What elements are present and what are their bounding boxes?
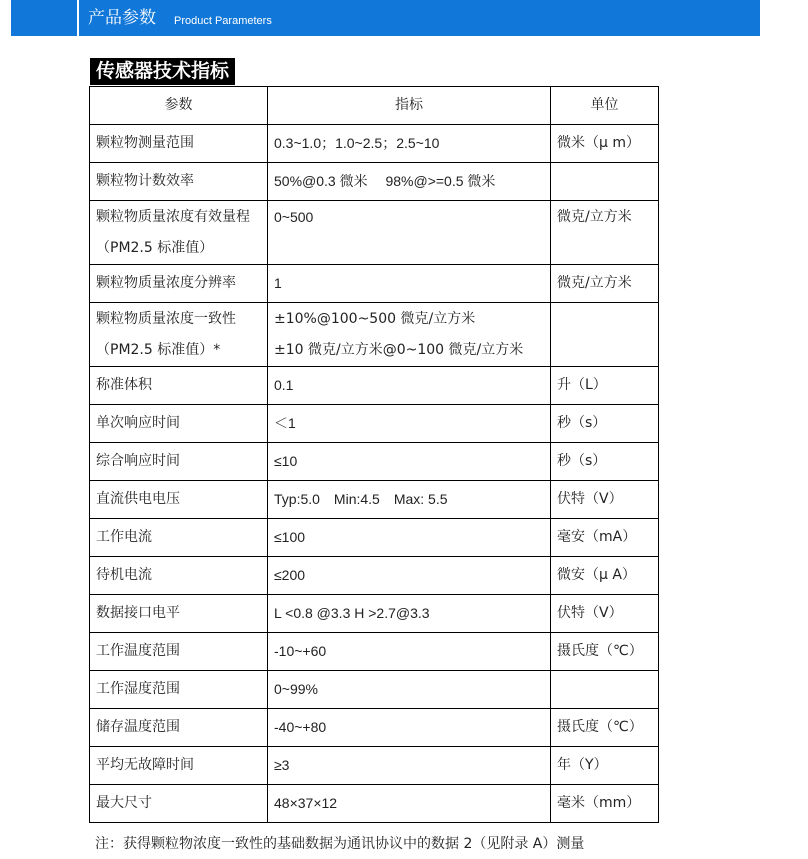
unit-cell: 秒（s）	[551, 443, 659, 481]
value-cell: ≤100	[268, 519, 551, 557]
param-cell: 工作电流	[90, 519, 268, 557]
unit-cell: 微克/立方米	[551, 265, 659, 303]
value-cell: 0.3~1.0；1.0~2.5；2.5~10	[268, 125, 551, 163]
param-cell: 平均无故障时间	[90, 747, 268, 785]
param-cell: 称准体积	[90, 367, 268, 405]
param-cell: 数据接口电平	[90, 595, 268, 633]
table-row	[90, 443, 659, 481]
table-row	[90, 595, 659, 633]
unit-cell: 毫米（mm）	[551, 785, 659, 823]
column-header-param: 参数	[90, 87, 268, 125]
table-row	[90, 125, 659, 163]
value-cell: 0.1	[268, 367, 551, 405]
unit-cell: 伏特（V）	[551, 595, 659, 633]
table-row	[90, 481, 659, 519]
unit-cell: 年（Y）	[551, 747, 659, 785]
table-row	[90, 163, 659, 201]
param-cell: 工作湿度范围	[90, 671, 268, 709]
unit-cell: 微克/立方米	[551, 201, 659, 265]
param-cell: 待机电流	[90, 557, 268, 595]
table-row	[90, 557, 659, 595]
value-cell: Typ:5.0 Min:4.5 Max: 5.5	[268, 481, 551, 519]
value-cell: ＜1	[268, 405, 551, 443]
table-row	[90, 785, 659, 823]
unit-cell	[551, 163, 659, 201]
table-row	[90, 671, 659, 709]
section-title: 传感器技术指标	[90, 58, 235, 85]
unit-cell: 毫安（mA）	[551, 519, 659, 557]
unit-cell: 微安（μ A）	[551, 557, 659, 595]
param-cell: 颗粒物测量范围	[90, 125, 268, 163]
table-row	[90, 303, 659, 367]
param-cell: 综合响应时间	[90, 443, 268, 481]
footnote: 注：获得颗粒物浓度一致性的基础数据为通讯协议中的数据 2（见附录 A）测量	[95, 836, 585, 852]
value-cell: ≤200	[268, 557, 551, 595]
table-row	[90, 405, 659, 443]
value-line: ±10 微克/立方米@0~100 微克/立方米	[274, 342, 524, 358]
header-title: 产品参数	[88, 8, 156, 28]
value-cell: 50%@0.3 微米 98%@>=0.5 微米	[268, 163, 551, 201]
spec-table	[89, 86, 659, 823]
param-cell: 单次响应时间	[90, 405, 268, 443]
param-cell: 最大尺寸	[90, 785, 268, 823]
unit-cell: 摄氏度（℃）	[551, 709, 659, 747]
table-row	[90, 519, 659, 557]
value-cell: 0~99%	[268, 671, 551, 709]
value-cell: ≤10	[268, 443, 551, 481]
table-row	[90, 633, 659, 671]
page-header	[11, 0, 760, 36]
value-cell: 1	[268, 265, 551, 303]
value-cell: 0~500	[268, 201, 551, 265]
param-cell: 颗粒物质量浓度一致性（PM2.5 标准值）*	[90, 303, 268, 367]
value-line: ±10%@100~500 微克/立方米	[274, 311, 476, 327]
param-cell: 工作温度范围	[90, 633, 268, 671]
unit-cell	[551, 671, 659, 709]
unit-cell: 微米（μ m）	[551, 125, 659, 163]
value-cell: L <0.8 @3.3 H >2.7@3.3	[268, 595, 551, 633]
param-cell: 颗粒物质量浓度分辨率	[90, 265, 268, 303]
value-cell: -10~+60	[268, 633, 551, 671]
value-cell: 48×37×12	[268, 785, 551, 823]
value-cell: ≥3	[268, 747, 551, 785]
value-cell	[268, 303, 551, 367]
column-header-value: 指标	[268, 87, 551, 125]
table-row	[90, 265, 659, 303]
table-header-row	[90, 87, 659, 125]
param-cell: 颗粒物质量浓度有效量程（PM2.5 标准值）	[90, 201, 268, 265]
table-row	[90, 367, 659, 405]
column-header-unit: 单位	[551, 87, 659, 125]
header-subtitle: Product Parameters	[174, 15, 272, 27]
param-cell: 颗粒物计数效率	[90, 163, 268, 201]
unit-cell	[551, 303, 659, 367]
header-divider	[77, 0, 79, 36]
value-cell: -40~+80	[268, 709, 551, 747]
unit-cell: 升（L）	[551, 367, 659, 405]
table-row	[90, 709, 659, 747]
table-row	[90, 201, 659, 265]
table-row	[90, 747, 659, 785]
param-cell: 直流供电电压	[90, 481, 268, 519]
unit-cell: 摄氏度（℃）	[551, 633, 659, 671]
param-cell: 储存温度范围	[90, 709, 268, 747]
unit-cell: 秒（s）	[551, 405, 659, 443]
unit-cell: 伏特（V）	[551, 481, 659, 519]
